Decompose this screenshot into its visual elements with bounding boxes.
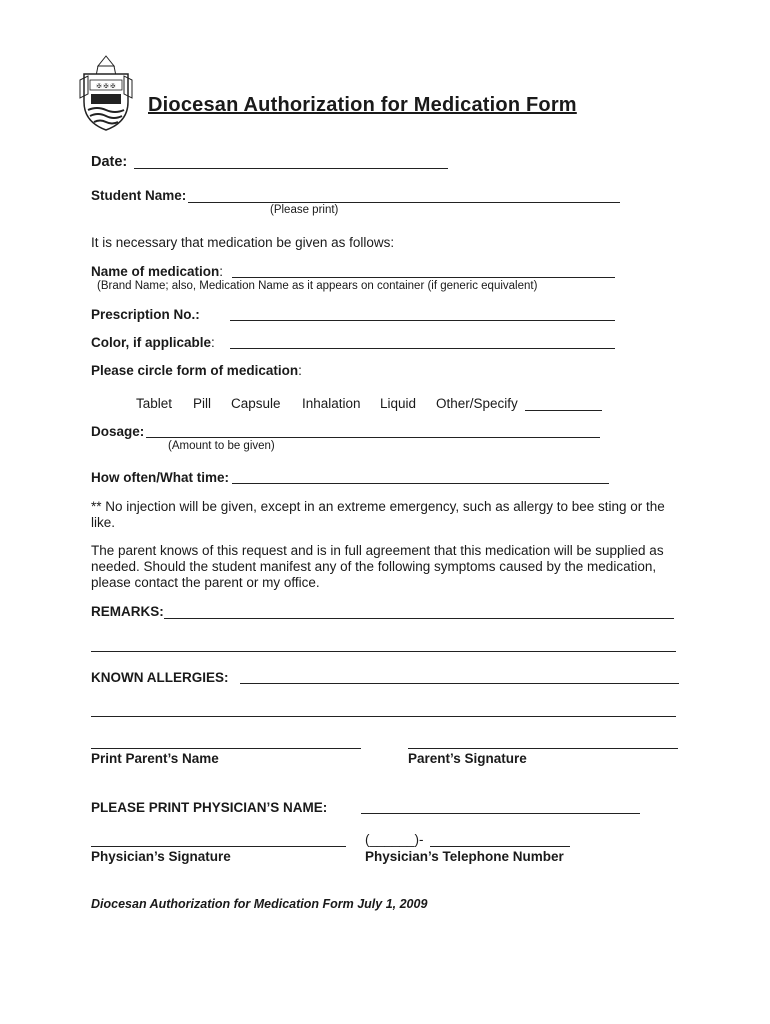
form-option-pill[interactable]: Pill	[193, 396, 212, 411]
parent-name-field[interactable]	[91, 748, 361, 749]
other-specify-field[interactable]	[525, 410, 602, 411]
allergies-label: KNOWN ALLERGIES:	[91, 670, 229, 685]
footer-text: Diocesan Authorization for Medication Form July 1, 2009	[91, 897, 428, 911]
allergies-field[interactable]	[240, 683, 679, 684]
circle-form-colon: :	[298, 363, 302, 378]
form-option-inhalation[interactable]: Inhalation	[302, 396, 361, 411]
how-often-label: How often/What time:	[91, 470, 229, 485]
dosage-label: Dosage:	[91, 424, 145, 439]
phone-prefix: (______)-	[365, 832, 424, 847]
parent-signature-label: Parent’s Signature	[408, 751, 527, 766]
physician-name-label: PLEASE PRINT PHYSICIAN’S NAME:	[91, 800, 328, 815]
svg-text:✠ ✠ ✠: ✠ ✠ ✠	[96, 83, 116, 90]
form-option-other[interactable]: Other/Specify	[436, 396, 518, 411]
how-often-field[interactable]	[232, 483, 609, 484]
remarks-field-line2[interactable]	[91, 651, 676, 652]
circle-form-label: Please circle form of medication	[91, 363, 299, 378]
injection-note: ** No injection will be given, except in an extreme emergency, such as allergy to bee sting or the like.	[91, 499, 665, 530]
date-label: Date:	[91, 154, 128, 170]
med-name-label-row	[91, 264, 223, 279]
med-name-hint: (Brand Name; also, Medication Name as it appears on container (if generic equivalent)	[97, 280, 538, 292]
please-print-hint: (Please print)	[270, 204, 339, 216]
form-option-capsule[interactable]: Capsule	[231, 396, 281, 411]
color-field[interactable]	[230, 348, 615, 349]
med-name-colon: :	[219, 264, 224, 279]
form-title: Diocesan Authorization for Medication Form	[148, 94, 577, 116]
student-name-field[interactable]	[188, 202, 620, 203]
color-label: Color, if applicable	[91, 335, 212, 350]
agreement-text: The parent knows of this request and is in full agreement that this medication will be supplied as needed. Should the student manifest any of the following symptoms caused by the medication, please contact the parent or my office.	[91, 543, 664, 590]
allergies-field-line2[interactable]	[91, 716, 676, 717]
intro-text: It is necessary that medication be given as follows:	[91, 235, 395, 250]
prescription-label: Prescription No.:	[91, 307, 200, 322]
date-field[interactable]	[134, 168, 448, 169]
color-label-row	[91, 335, 215, 350]
physician-name-field[interactable]	[361, 813, 640, 814]
form-option-tablet[interactable]: Tablet	[136, 396, 173, 411]
physician-phone-field[interactable]	[430, 846, 570, 847]
form-option-liquid[interactable]: Liquid	[380, 396, 417, 411]
prescription-field[interactable]	[230, 320, 615, 321]
med-name-field[interactable]	[232, 277, 615, 278]
physician-phone-label: Physician’s Telephone Number	[365, 849, 564, 864]
remarks-label: REMARKS:	[91, 604, 164, 619]
dosage-hint: (Amount to be given)	[168, 440, 275, 452]
circle-form-label-row	[91, 363, 302, 378]
parent-signature-field[interactable]	[408, 748, 678, 749]
physician-signature-label: Physician’s Signature	[91, 849, 231, 864]
physician-signature-field[interactable]	[91, 846, 346, 847]
diocese-seal-logo	[78, 54, 134, 132]
dosage-field[interactable]	[146, 437, 600, 438]
color-colon: :	[211, 335, 215, 350]
med-name-label: Name of medication	[91, 264, 220, 279]
remarks-field[interactable]	[164, 618, 674, 619]
student-name-label: Student Name:	[91, 188, 187, 203]
parent-name-label: Print Parent’s Name	[91, 751, 219, 766]
